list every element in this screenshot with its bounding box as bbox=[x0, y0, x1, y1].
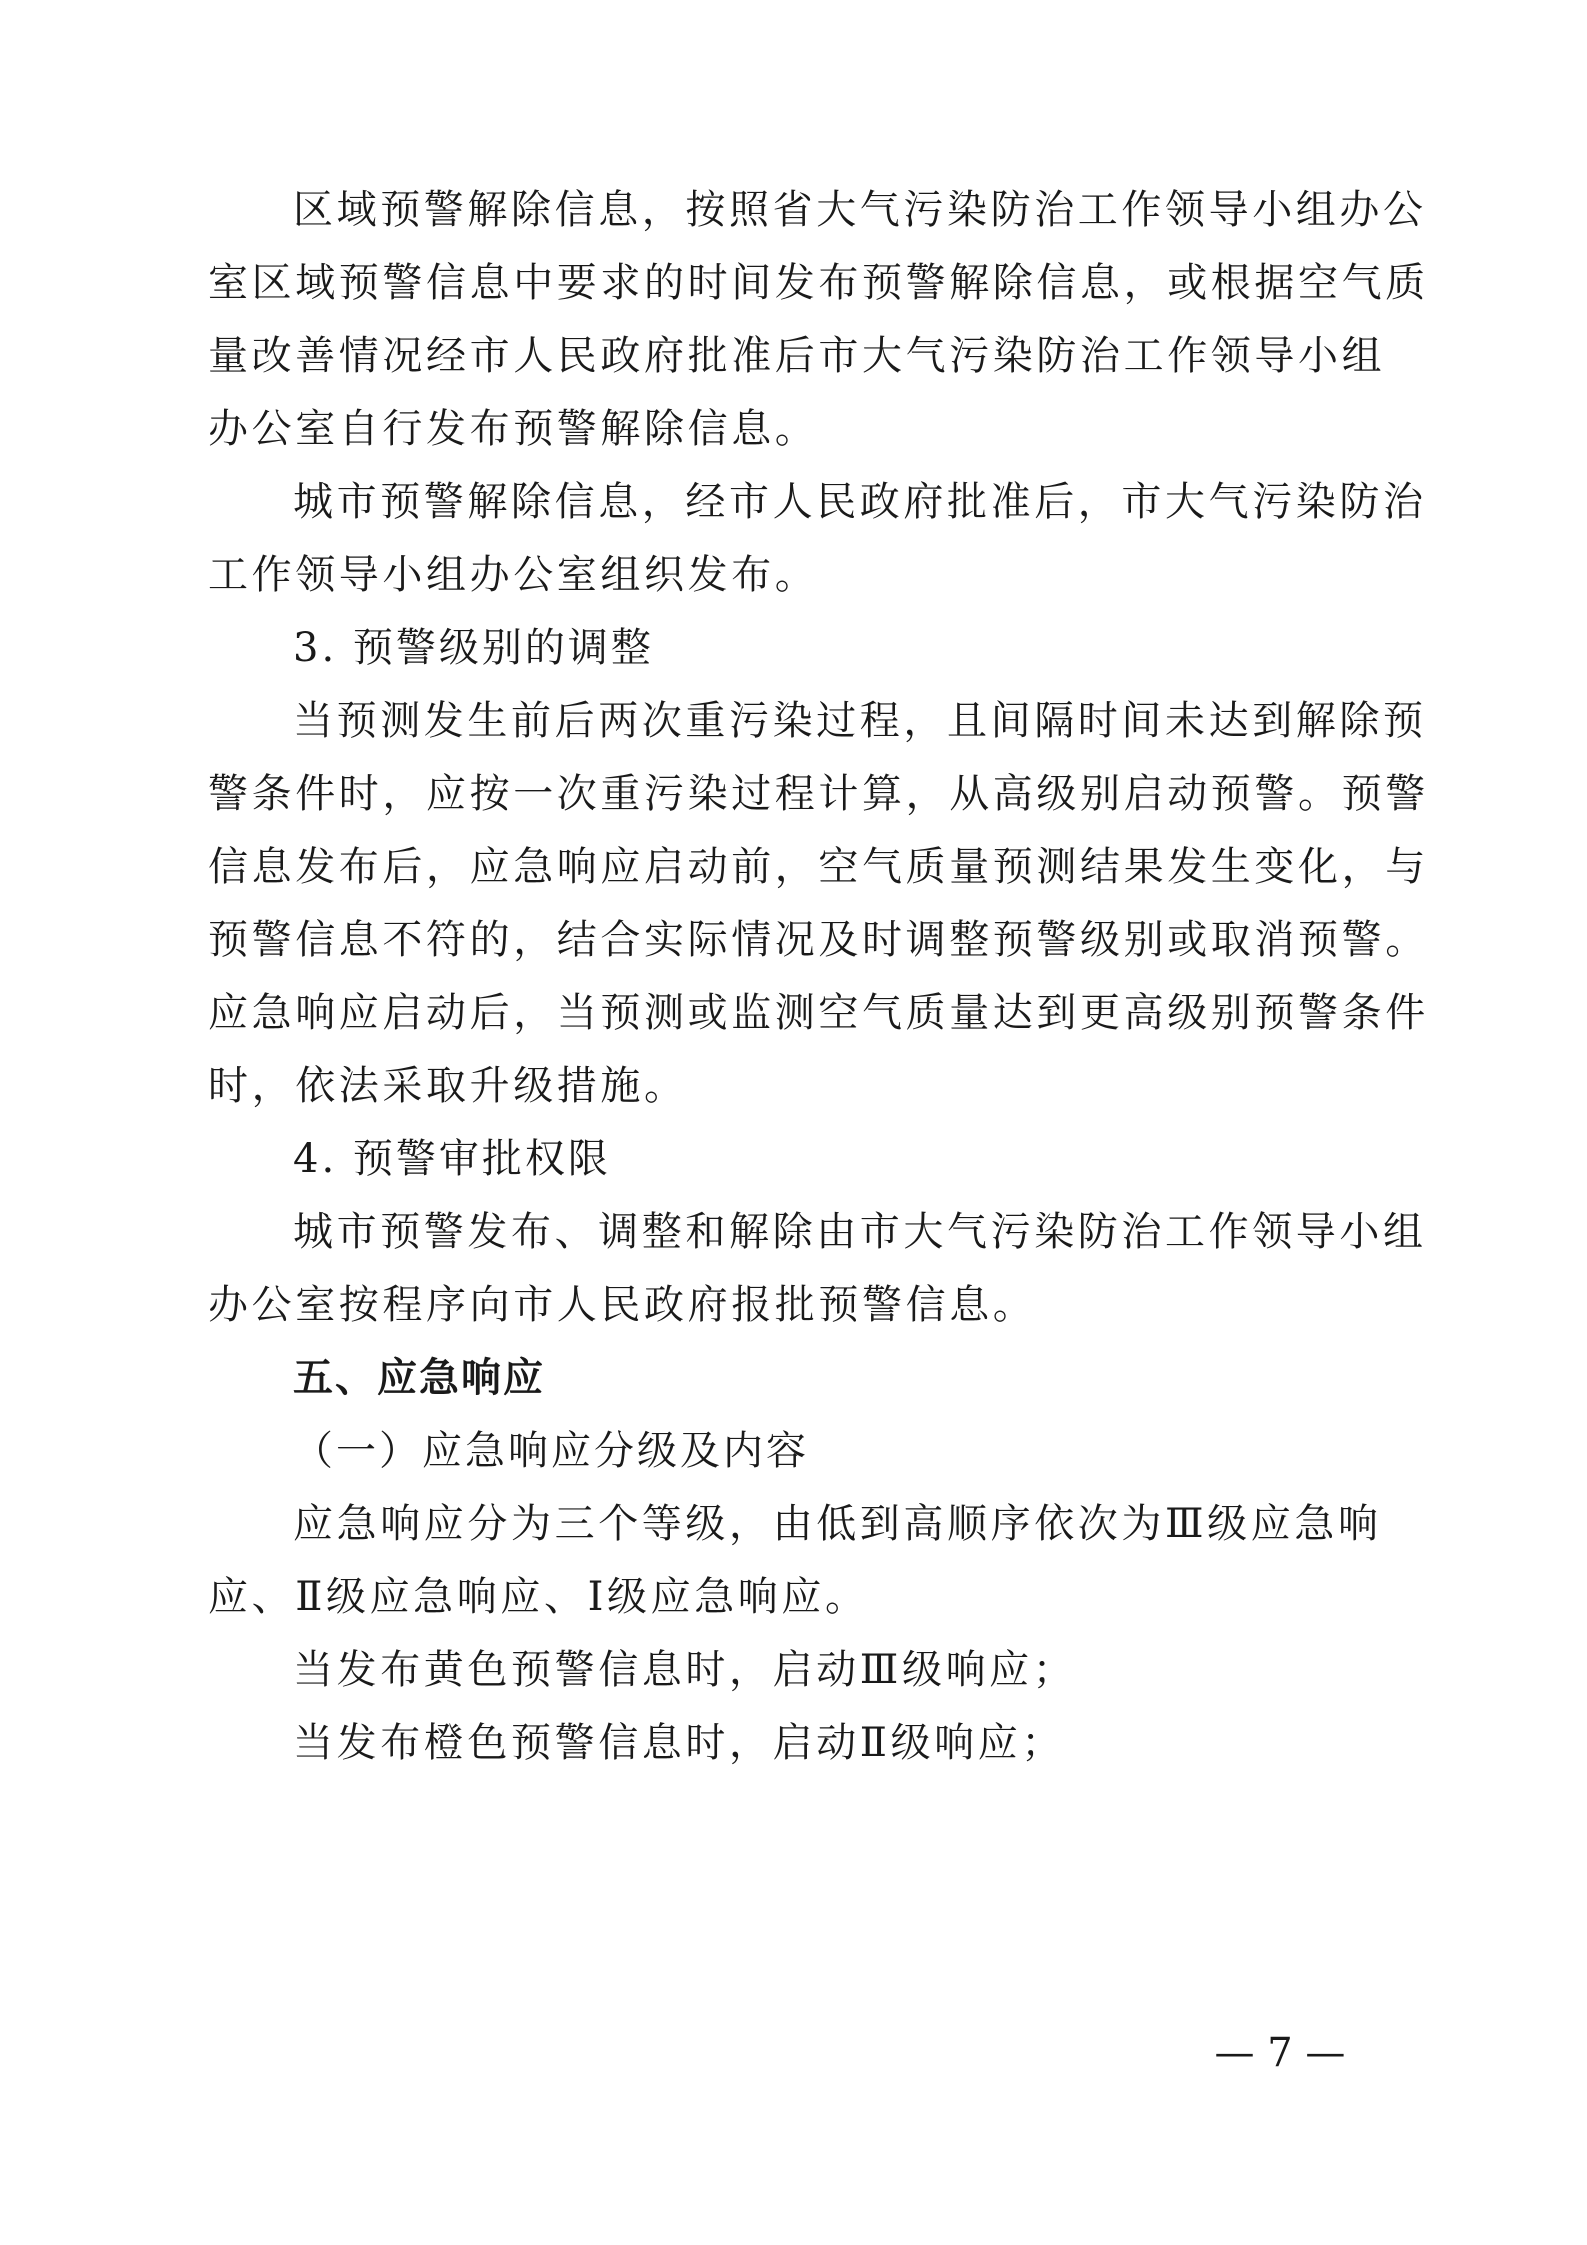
paragraph-line: 信息发布后，应急响应启动前，空气质量预测结果发生变化，与 bbox=[208, 844, 1429, 890]
paragraph-line: 当预测发生前后两次重污染过程，且间隔时间未达到解除预 bbox=[293, 698, 1427, 744]
section-heading: （一）应急响应分级及内容 bbox=[293, 1428, 809, 1474]
paragraph-line: 警条件时，应按一次重污染过程计算，从高级别启动预警。预警 bbox=[208, 771, 1429, 817]
paragraph-line: 量改善情况经市人民政府批准后市大气污染防治工作领导小组 bbox=[208, 333, 1386, 379]
paragraph-line: 应急响应启动后，当预测或监测空气质量达到更高级别预警条件 bbox=[208, 990, 1429, 1036]
section-heading: 3. 预警级别的调整 bbox=[293, 625, 654, 671]
paragraph-line: 办公室自行发布预警解除信息。 bbox=[208, 406, 819, 452]
paragraph-line: 当发布橙色预警信息时，启动Ⅱ级响应； bbox=[293, 1720, 1065, 1766]
paragraph-line: 应、Ⅱ级应急响应、Ⅰ级应急响应。 bbox=[208, 1574, 869, 1620]
page-number: — 7 — bbox=[1214, 2030, 1346, 2076]
paragraph-line: 城市预警解除信息，经市人民政府批准后，市大气污染防治 bbox=[293, 479, 1427, 525]
chapter-heading: 五、应急响应 bbox=[293, 1355, 545, 1401]
paragraph-line: 应急响应分为三个等级，由低到高顺序依次为Ⅲ级应急响 bbox=[293, 1501, 1382, 1547]
section-heading: 4. 预警审批权限 bbox=[293, 1136, 611, 1182]
paragraph-line: 室区域预警信息中要求的时间发布预警解除信息，或根据空气质 bbox=[208, 260, 1429, 306]
paragraph-line: 预警信息不符的，结合实际情况及时调整预警级别或取消预警。 bbox=[208, 917, 1429, 963]
paragraph-line: 当发布黄色预警信息时，启动Ⅲ级响应； bbox=[293, 1647, 1077, 1693]
paragraph-line: 办公室按程序向市人民政府报批预警信息。 bbox=[208, 1282, 1037, 1328]
paragraph-line: 区域预警解除信息，按照省大气污染防治工作领导小组办公 bbox=[293, 187, 1427, 233]
paragraph-line: 工作领导小组办公室组织发布。 bbox=[208, 552, 819, 598]
paragraph-line: 时，依法采取升级措施。 bbox=[208, 1063, 688, 1109]
paragraph-line: 城市预警发布、调整和解除由市大气污染防治工作领导小组 bbox=[293, 1209, 1427, 1255]
